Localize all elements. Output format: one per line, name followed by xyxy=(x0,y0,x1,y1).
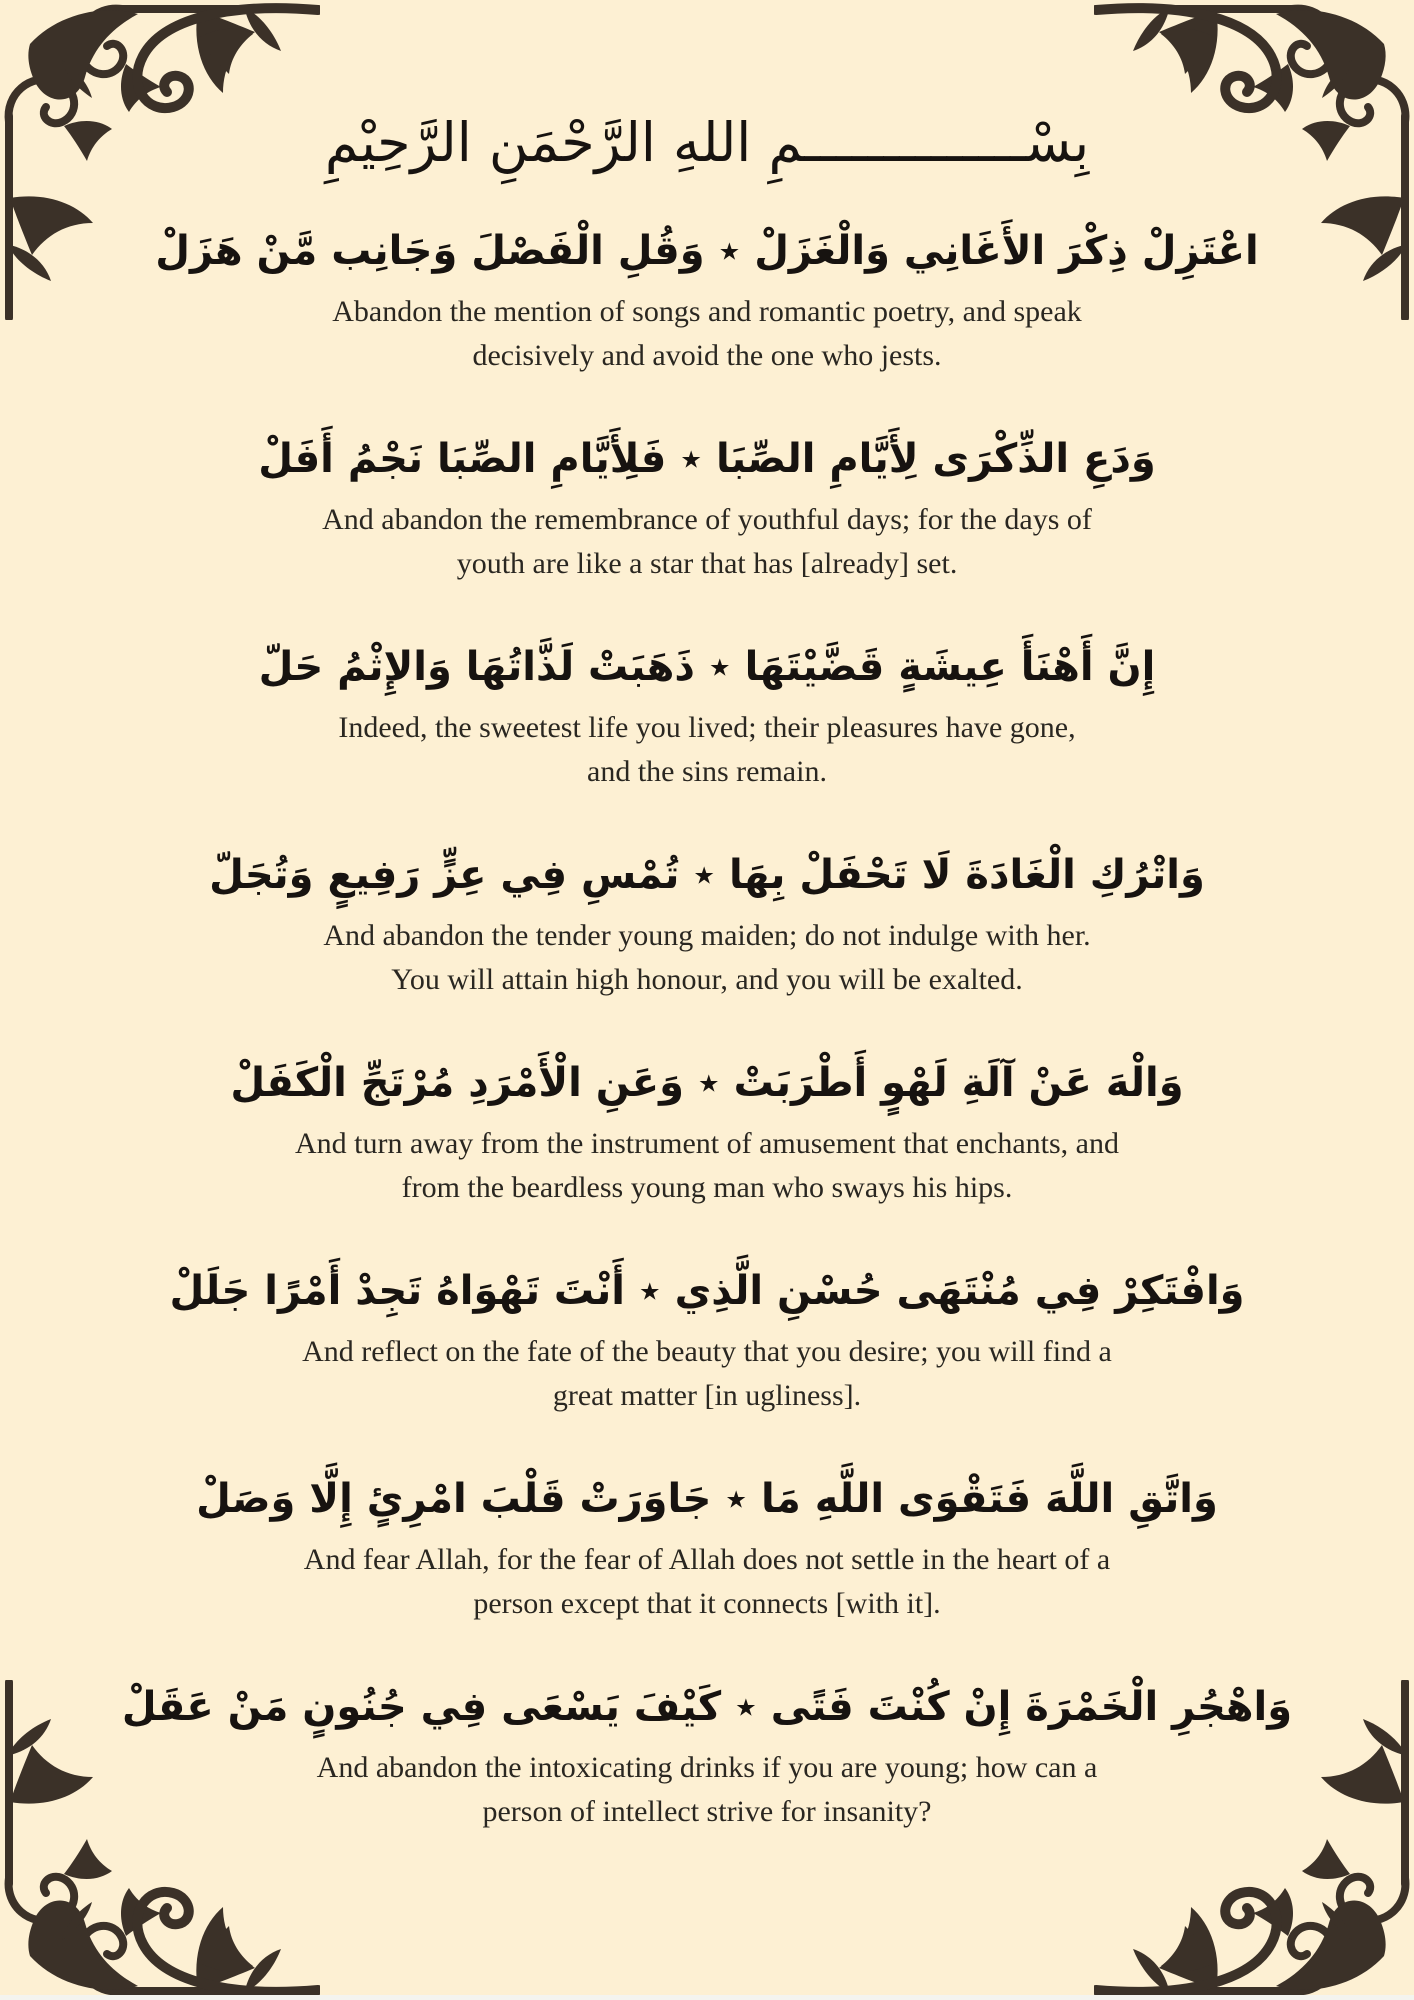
page-bottom-edge xyxy=(0,1995,1414,2000)
verse-arabic-text: وَاتَّقِ اللَّهَ فَتَقْوَى اللَّهِ مَا ٭ جَاوَرَتْ قَلْبَ امْرِئٍ إِلَّا وَصَلْ xyxy=(196,1476,1218,1523)
verse-2 xyxy=(0,428,1414,585)
verse-translation-line: Indeed, the sweetest life you lived; their pleasures have gone, xyxy=(338,711,1076,745)
verse-7 xyxy=(0,1468,1414,1625)
verse-arabic-text: إِنَّ أَهْنَأَ عِيشَةٍ قَضَّيْتَهَا ٭ ذَهَبَتْ لَذَّاتُهَا وَالإِثْمُ حَلّ xyxy=(258,644,1156,691)
verse-translation-line: And abandon the intoxicating drinks if you are young; how can a xyxy=(316,1751,1098,1785)
verse-5 xyxy=(0,1052,1414,1209)
verse-translation-line: youth are like a star that has [already] set. xyxy=(456,546,958,580)
verse-translation-line: You will attain high honour, and you will be exalted. xyxy=(391,962,1023,996)
verse-translation-line: And reflect on the fate of the beauty that you desire; you will find a xyxy=(302,1335,1112,1369)
verse-translation-line: And abandon the remembrance of youthful days; for the days of xyxy=(322,503,1092,537)
verse-translation-line: And fear Allah, for the fear of Allah does not settle in the heart of a xyxy=(303,1543,1111,1577)
verse-translation-line: from the beardless young man who sways his hips. xyxy=(401,1170,1013,1204)
verse-arabic-text: وَالْهَ عَنْ آلَةِ لَهْوٍ أَطْرَبَتْ ٭ وَعَنِ الْأَمْرَدِ مُرْتَجِّ الْكَفَلْ xyxy=(230,1060,1184,1107)
verse-arabic-text: وَاتْرُكِ الْغَادَةَ لَا تَحْفَلْ بِهَا ٭ تُمْسِ فِي عِزٍّ رَفِيعٍ وَتُجَلّ xyxy=(209,852,1205,899)
verse-translation-line: great matter [in ugliness]. xyxy=(552,1378,862,1412)
verse-8 xyxy=(0,1676,1414,1833)
verse-arabic-text: وَاهْجُرِ الْخَمْرَةَ إِنْ كُنْتَ فَتًى ٭ كَيْفَ يَسْعَى فِي جُنُونٍ مَنْ عَقَلْ xyxy=(121,1684,1293,1731)
verse-6 xyxy=(0,1260,1414,1417)
verse-translation-line: And abandon the tender young maiden; do not indulge with her. xyxy=(323,919,1091,953)
verse-arabic-text: اعْتَزِلْ ذِكْرَ الأَغَانِي وَالْغَزَلْ ٭ وَقُلِ الْفَصْلَ وَجَانِب مَّنْ هَزَلْ xyxy=(155,228,1259,275)
verse-translation-line: person except that it connects [with it]. xyxy=(473,1586,941,1620)
verse-translation-line: And turn away from the instrument of amusement that enchants, and xyxy=(295,1127,1119,1161)
verse-translation-line: Abandon the mention of songs and romantic poetry, and speak xyxy=(332,295,1082,329)
verse-translation-line: person of intellect strive for insanity? xyxy=(482,1794,932,1828)
verse-4 xyxy=(0,844,1414,1001)
verse-translation-line: and the sins remain. xyxy=(587,754,827,788)
verse-translation-line: decisively and avoid the one who jests. xyxy=(472,338,942,372)
verse-3 xyxy=(0,636,1414,793)
verse-arabic-text: وَدَعِ الذِّكْرَى لِأَيَّامِ الصِّبَا ٭ فَلِأَيَّامِ الصِّبَا نَجْمُ أَفَلْ xyxy=(258,436,1156,483)
verse-arabic-text: وَافْتَكِرْ فِي مُنْتَهَى حُسْنِ الَّذِي ٭ أَنْتَ تَهْوَاهُ تَجِدْ أَمْرًا جَلَلْ xyxy=(169,1268,1245,1315)
bismillah-calligraphy: بِسْــــــــــــــمِ اللهِ الرَّحْمَنِ الرَّحِيْمِ xyxy=(324,111,1090,174)
verse-1 xyxy=(0,220,1414,377)
